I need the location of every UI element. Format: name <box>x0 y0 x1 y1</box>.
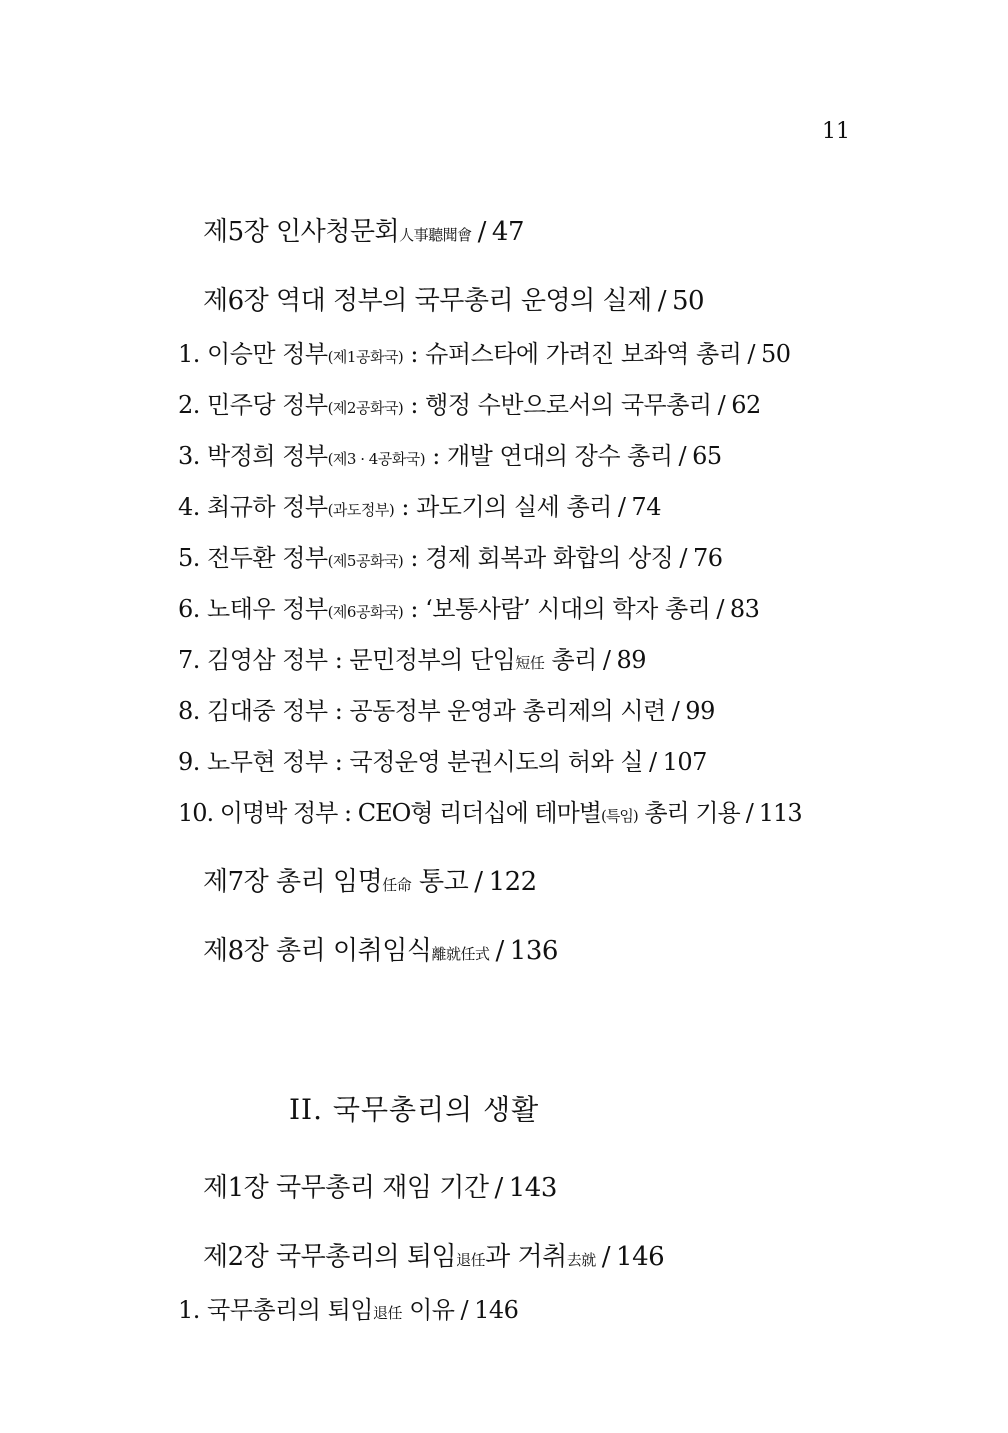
chapter-mid: 과 거취 <box>485 1242 567 1272</box>
separator: / <box>716 595 724 623</box>
separator: / <box>678 442 687 470</box>
chapter-title: 제1장 국무총리 재임 기간 <box>203 1173 489 1203</box>
chapter-hanja-2: 去就 <box>566 1251 596 1269</box>
item-rest: 이유 <box>401 1296 455 1324</box>
chapter-hanja: 離就任式 <box>431 945 490 963</box>
part-title: II. 국무총리의 생활 <box>289 1093 540 1126</box>
toc-part2-chapter-1 <box>203 1168 557 1208</box>
toc-item-1 <box>178 334 791 377</box>
item-rest: : 공동정부 운영과 총리제의 시련 <box>327 697 666 725</box>
item-head: 1. 국무총리의 퇴임 <box>178 1296 373 1324</box>
item-head: 4. 최규하 정부 <box>178 493 328 521</box>
separator: / <box>617 493 626 521</box>
page-ref: 83 <box>729 595 760 623</box>
separator: / <box>671 697 680 725</box>
page-ref: 65 <box>692 442 722 470</box>
toc-chapter-6 <box>203 281 704 321</box>
item-rest: : 과도기의 실세 총리 <box>394 493 612 521</box>
item-head: 2. 민주당 정부 <box>178 391 328 419</box>
item-hanja: 退任 <box>372 1304 402 1322</box>
page-ref: 50 <box>672 286 705 316</box>
item-rest: : 슈퍼스타에 가려진 보좌역 총리 <box>403 340 742 368</box>
chapter-title: 제8장 총리 이취임식 <box>203 936 432 966</box>
toc-part2-item-1 <box>178 1290 518 1333</box>
item-head: 3. 박정희 정부 <box>178 442 328 470</box>
item-hanja: 短任 <box>515 654 545 672</box>
item-rest: : 문민정부의 단임 <box>327 646 516 674</box>
toc-chapter-7 <box>203 862 537 905</box>
separator: / <box>602 646 611 674</box>
item-head: 9. 노무현 정부 <box>178 748 328 776</box>
toc-item-3 <box>178 436 722 479</box>
separator: / <box>679 544 687 572</box>
separator: / <box>745 799 753 827</box>
item-rest: : 국정운영 분권시도의 허와 실 <box>327 748 644 776</box>
toc-chapter-8 <box>203 931 558 974</box>
item-rest-2: 총리 기용 <box>637 799 740 827</box>
page-ref: 107 <box>662 748 707 776</box>
item-head: 5. 전두환 정부 <box>178 544 328 572</box>
item-paren: (특임) <box>601 807 638 825</box>
page-ref: 62 <box>731 391 761 419</box>
separator: / <box>649 748 657 776</box>
page-ref: 74 <box>631 493 661 521</box>
chapter-after: 통고 <box>411 867 469 897</box>
chapter-hanja: 人事聽聞會 <box>399 226 472 244</box>
chapter-title: 제5장 인사청문회 <box>203 217 400 247</box>
item-paren: (제6공화국) <box>327 603 404 621</box>
item-rest: : 개발 연대의 장수 총리 <box>425 442 673 470</box>
toc-item-10 <box>178 793 802 836</box>
item-rest: : 행정 수반으로서의 국무총리 <box>403 391 712 419</box>
toc-item-7 <box>178 640 646 683</box>
separator: / <box>477 217 486 247</box>
chapter-title: 제6장 역대 정부의 국무총리 운영의 실제 <box>203 286 652 316</box>
page-ref: 99 <box>685 697 715 725</box>
page-ref: 47 <box>491 217 524 247</box>
page-ref: 146 <box>616 1242 665 1272</box>
chapter-hanja: 任命 <box>382 876 412 894</box>
separator: / <box>747 340 756 368</box>
item-paren: (제2공화국) <box>327 399 404 417</box>
item-head: 6. 노태우 정부 <box>178 595 328 623</box>
chapter-hanja: 退任 <box>456 1251 486 1269</box>
toc-item-4 <box>178 487 661 530</box>
page-number: 11 <box>822 119 850 144</box>
separator: / <box>494 1173 503 1203</box>
chapter-title: 제2장 국무총리의 퇴임 <box>203 1242 457 1272</box>
item-paren: (과도정부) <box>327 501 395 519</box>
toc-item-2 <box>178 385 761 428</box>
item-rest-2: 총리 <box>544 646 597 674</box>
separator: / <box>657 286 666 316</box>
item-rest: : CEO형 리더십에 테마별 <box>337 799 601 827</box>
page-ref: 146 <box>474 1296 519 1324</box>
toc-item-6 <box>178 589 759 632</box>
toc-item-9 <box>178 742 707 782</box>
separator: / <box>601 1242 611 1272</box>
item-head: 8. 김대중 정부 <box>178 697 328 725</box>
item-head: 7. 김영삼 정부 <box>178 646 328 674</box>
toc-item-8 <box>178 691 715 731</box>
page-ref: 122 <box>488 867 537 897</box>
separator: / <box>474 867 483 897</box>
page-ref: 143 <box>508 1173 557 1203</box>
item-head: 1. 이승만 정부 <box>178 340 328 368</box>
page-ref: 50 <box>761 340 791 368</box>
item-paren: (제5공화국) <box>327 552 404 570</box>
item-head: 10. 이명박 정부 <box>178 799 338 827</box>
page-ref: 113 <box>758 799 802 827</box>
separator: / <box>717 391 726 419</box>
separator: / <box>495 936 504 966</box>
chapter-title: 제7장 총리 임명 <box>203 867 383 897</box>
toc-part2-chapter-2 <box>203 1237 664 1280</box>
item-paren: (제1공화국) <box>327 348 404 366</box>
page-ref: 89 <box>616 646 646 674</box>
toc-item-5 <box>178 538 723 581</box>
item-rest: : 경제 회복과 화합의 상징 <box>403 544 674 572</box>
page-ref: 76 <box>692 544 723 572</box>
item-paren: (제3 · 4공화국) <box>327 450 426 468</box>
item-rest: : ‘보통사람’ 시대의 학자 총리 <box>403 595 711 623</box>
toc-chapter-5 <box>203 212 524 255</box>
page-ref: 136 <box>509 936 558 966</box>
separator: / <box>460 1296 469 1324</box>
